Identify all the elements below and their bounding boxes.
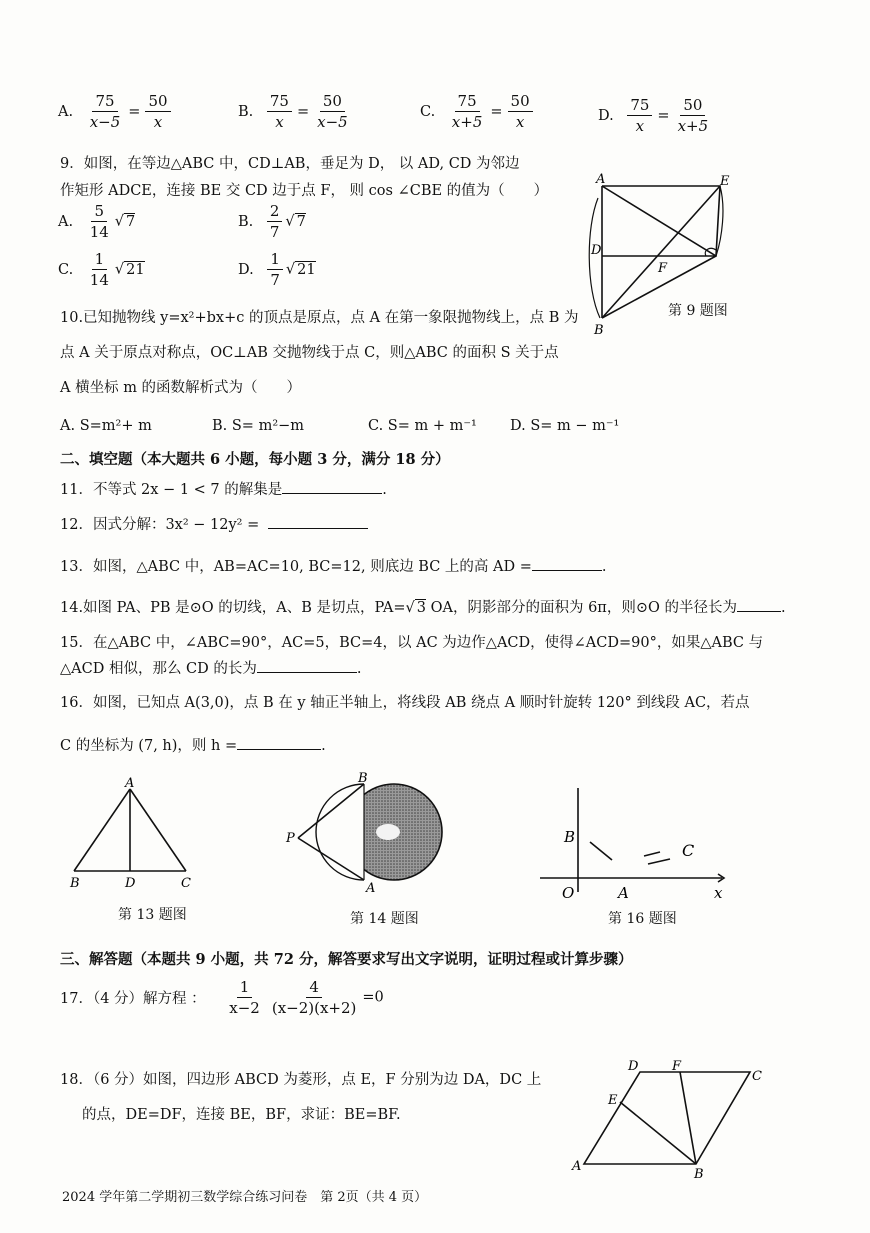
q14-figure [282,770,452,895]
fig18-label-a: A [572,1159,582,1174]
q18-figure [568,1054,768,1184]
q17: 17．（4 分）解方程 ： $\frac{1}{x-2}$ $\frac{4}{(x-2)(x+2)}$ =0 [60,978,384,1017]
q8-option-b: B. $\frac{75}{x}$ = $\frac{50}{x-5}$ [238,92,348,131]
q18-line2: 的点，DE=DF，连接 BE，BF，求证：BE=BF. [82,1107,401,1123]
segment-ab [590,842,612,860]
q12: 12．因式分解：3x² − 12y² = [60,513,368,534]
q8-option-a: A. $\frac{75}{x-5}$ = $\frac{50}{x}$ [58,92,174,131]
fig18-label-d: D [628,1059,639,1074]
section-2-heading: 二、填空题（本大题共 6 小题，每小题 3 分，满分 18 分） [60,451,450,468]
q12-answer-blank[interactable] [268,514,368,529]
segment-ac-2 [648,859,670,864]
arc-mark-left [589,198,600,318]
q9-option-d: D. $\frac{1}{7}$ √ 21 [238,250,316,289]
q14-answer-blank[interactable] [737,597,781,612]
q9-line1: 9．如图，在等边△ABC 中，CD⊥AB，垂足为 D， 以 AD, CD 为邻边 [60,156,520,172]
q13-answer-blank[interactable] [532,556,602,571]
fig16-label-x: x [714,884,723,902]
section-3-heading: 三、解答题（本题共 9 小题，共 72 分，解答要求写出文字说明，证明过程或计算步骤） [60,951,633,968]
fig13-label-b: B [70,876,80,891]
q10-line3: A 横坐标 m 的函数解析式为（ ） [60,380,302,396]
q16-line1: 16．如图，已知点 A(3,0)，点 B 在 y 轴正半轴上，将线段 AB 绕点 A 顺时针旋转 120° 到线段 AC，若点 [60,695,750,711]
q18-line1: 18．（6 分）如图，四边形 ABCD 为菱形，点 E，F 分别为边 DA，DC 上 [60,1072,542,1088]
q14: 14.如图 PA、PB 是⊙O 的切线，A、B 是切点，PA=√ 3 OA，阴影部分的面积为 6π，则⊙O 的半径长为 . [60,596,786,617]
fig13-label-a: A [125,776,135,791]
q9-line2: 作矩形 ADCE，连接 BE 交 CD 边于点 F， 则 cos ∠CBE 的值为（ ） [60,183,549,199]
diagonal-ac [602,186,716,256]
q9-option-b: B. $\frac{2}{7}$ √ 7 [238,202,306,241]
fig14-label-p: P [286,831,295,846]
q15-answer-blank[interactable] [257,658,357,673]
q11-answer-blank[interactable] [282,479,382,494]
q16-answer-blank[interactable] [237,735,321,750]
fig18-label-c: C [752,1069,762,1084]
segment-ac-1 [644,852,660,856]
fig16-label-b: B [564,828,576,846]
q9-figure-caption: 第 9 题图 [668,303,728,319]
q15-line1: 15．在△ABC 中，∠ABC=90°，AC=5，BC=4，以 AC 为边作△ACD，使得∠ACD=90°，如果△ABC 与 [60,635,764,651]
q15-line2: △ACD 相似，那么 CD 的长为 . [60,657,362,678]
page-footer: 2024 学年第二学期初三数学综合练习问卷 第 2页（共 4 页） [62,1190,428,1205]
fig13-label-c: C [181,876,191,891]
q13: 13．如图，△ABC 中，AB=AC=10, BC=12, 则底边 BC 上的高 AD = . [60,555,607,576]
label-a: A [596,172,606,187]
q8-option-d: D. $\frac{75}{x}$ = $\frac{50}{x+5}$ [598,96,709,135]
fig13-label-d: D [125,876,136,891]
q16-figure [536,782,736,902]
fig16-label-c: C [682,841,695,860]
q10-option-b: B. S= m²−m [212,418,305,434]
q16-line2: C 的坐标为 (7, h)，则 h = . [60,734,326,755]
q9-option-a: A. $\frac{5}{14}$ √ 7 [58,202,136,241]
fig14-label-b: B [358,771,368,786]
label-b: B [594,323,604,338]
q16-figure-caption: 第 16 题图 [608,911,677,927]
label-d: D [591,243,602,258]
segment-be [620,1102,696,1164]
label-f: F [658,261,668,276]
q10-option-d: D. S= m − m⁻¹ [510,418,620,434]
q10-line1: 10.已知抛物线 y=x²+bx+c 的顶点是原点，点 A 在第一象限抛物线上，点 B 为 [60,310,579,326]
fig18-label-e: E [608,1093,618,1108]
fig16-label-a: A [618,884,629,902]
label-e: E [720,174,730,189]
fig18-label-b: B [694,1167,704,1182]
fig18-label-f: F [672,1059,682,1074]
fig16-label-o: O [562,884,575,902]
q10-line2: 点 A 关于原点对称点，OC⊥AB 交抛物线于点 C，则△ABC 的面积 S 关于点 [60,345,559,361]
rhombus-abcd [584,1072,750,1164]
q13-figure-caption: 第 13 题图 [118,907,187,923]
q10-option-a: A. S=m²+ m [60,418,152,434]
q9-option-c: C. $\frac{1}{14}$ √ 21 [58,250,145,289]
q14-figure-caption: 第 14 题图 [350,911,419,927]
q8-option-c: C. $\frac{75}{x+5}$ = $\frac{50}{x}$ [420,92,536,131]
q10-option-c: C. S= m + m⁻¹ [368,418,477,434]
q11: 11．不等式 2x − 1 < 7 的解集是 . [60,478,387,499]
q13-figure [62,775,202,895]
segment-bf [680,1072,696,1164]
fig14-label-a: A [366,881,376,895]
segment-be [602,186,720,318]
